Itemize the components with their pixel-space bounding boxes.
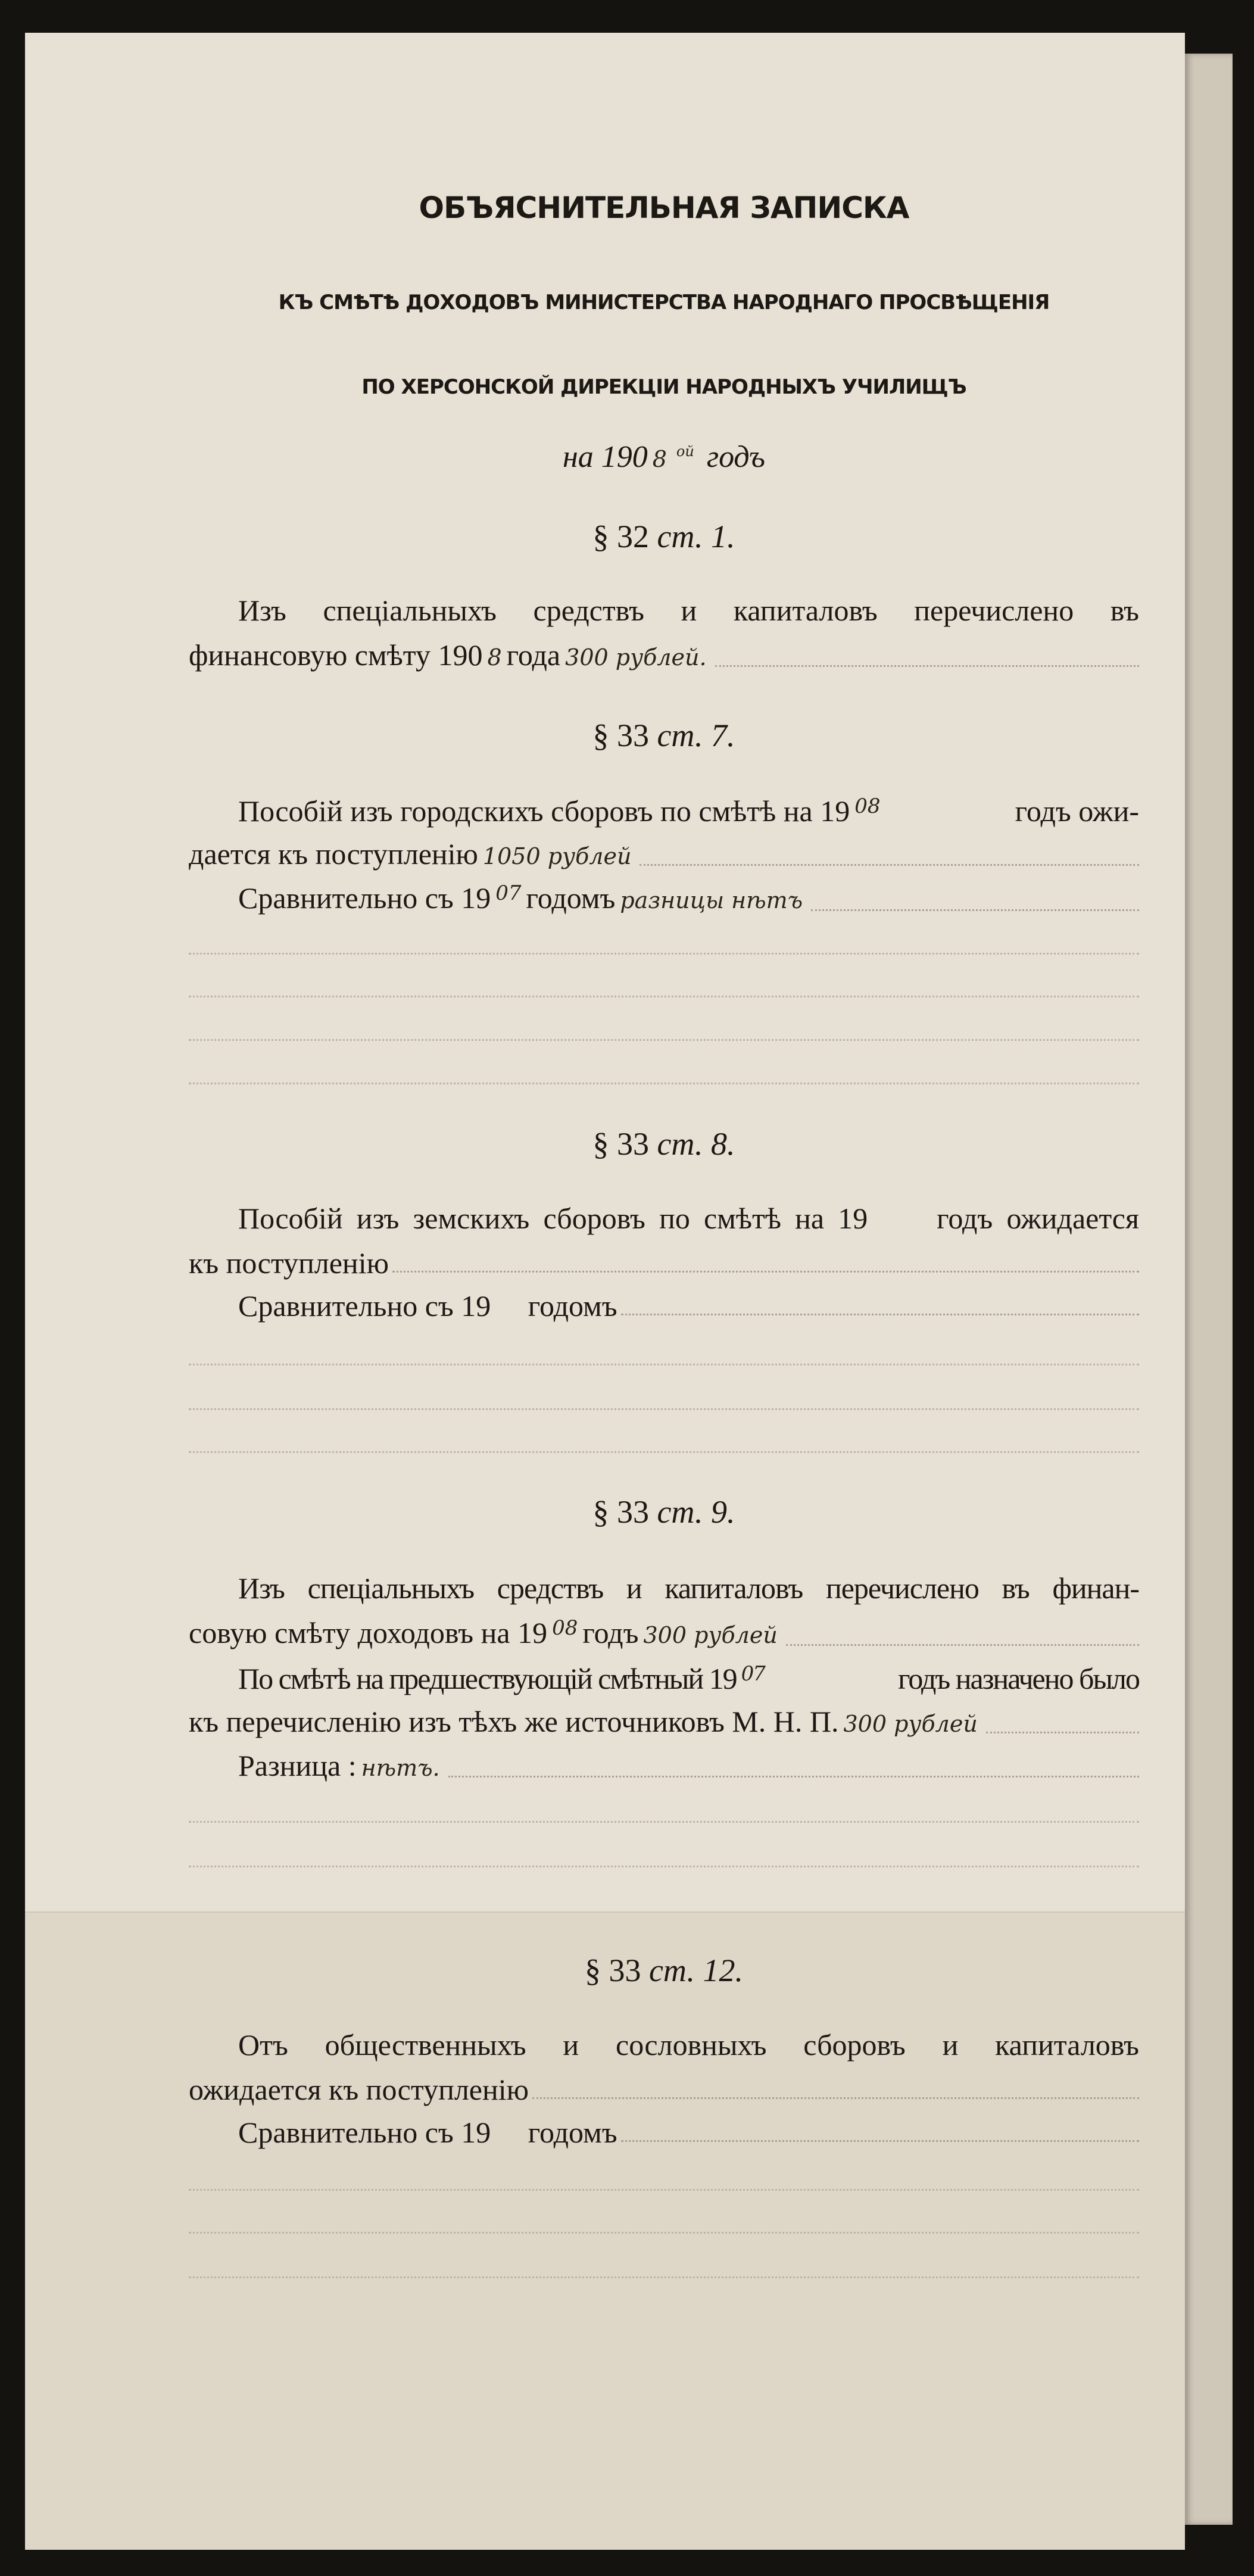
handwritten-amount: 300 рублей	[843, 1711, 978, 1737]
handwritten-amount: 300 рублей.	[565, 644, 707, 670]
text-line: къ перечисленію изъ тѣхъ же источниковъ М. Н. П. 300 рублей	[189, 1704, 1139, 1742]
text-line: Сравнительно съ 19 годомъ	[238, 1288, 1139, 1324]
year-line: на 190 8 $^{ой}$ годъ	[562, 440, 766, 474]
text-line: дается къ поступленію 1050 рублей	[189, 836, 1139, 874]
section-heading: § 33 ст. 7.	[592, 718, 735, 753]
underlying-page-edge	[1185, 54, 1233, 2525]
blank-line	[189, 1364, 1139, 1365]
title: ОБЪЯСНИТЕЛЬНАЯ ЗАПИСКА	[419, 191, 909, 225]
folded-page-lower	[25, 1911, 1185, 2550]
subtitle-directorate: ПО ХЕРСОНСКОЙ ДИРЕКЦІИ НАРОДНЫХЪ УЧИЛИЩЪ	[361, 375, 966, 399]
blank-line	[189, 1039, 1139, 1041]
subtitle: КЪ СМѢТѢ ДОХОДОВЪ МИНИСТЕРСТВА НАРОДНАГО ПРОСВѢЩЕНІЯ	[278, 291, 1050, 314]
text-line: По смѣтѣ на предшествующій смѣтный 19 $^{07}$ годъ назначено было	[238, 1662, 1139, 1695]
section-heading: § 33 ст. 12.	[584, 1953, 744, 1988]
text-line: Изъ спеціальныхъ средствъ и капиталовъ перечислено въ финан-	[238, 1571, 1139, 1605]
blank-line	[189, 1866, 1139, 1867]
blank-line	[189, 953, 1139, 955]
text-line: совую смѣту доходовъ на 19 08 годъ 300 рублей	[189, 1615, 1139, 1654]
section-heading: § 33 ст. 9.	[592, 1494, 735, 1530]
text-line: Изъ спеціальныхъ средствъ и капиталовъ перечислено въ	[238, 594, 1139, 627]
blank-line	[189, 996, 1139, 997]
handwritten-amount: 1050 рублей	[482, 843, 632, 869]
text-line: Сравнительно съ 19 годомъ	[238, 2115, 1139, 2150]
section-heading: § 33 ст. 8.	[592, 1126, 735, 1162]
text-line: Пособій изъ городскихъ сборовъ по смѣтѣ на 19 $^{08}$ годъ ожи-	[238, 794, 1139, 828]
blank-line	[189, 2232, 1139, 2234]
blank-line	[189, 1083, 1139, 1084]
blank-line	[189, 1408, 1139, 1410]
text-line: финансовую смѣту 190 8 года 300 рублей.	[189, 637, 1139, 675]
blank-line	[189, 1451, 1139, 1453]
text-line: ожидается къ поступленію	[189, 2072, 1139, 2107]
blank-line	[189, 2276, 1139, 2278]
blank-line	[189, 2189, 1139, 2191]
handwritten-note: нѣтъ.	[361, 1755, 440, 1781]
section-heading: § 32 ст. 1.	[592, 519, 735, 554]
text-line: къ поступленію	[189, 1245, 1139, 1281]
handwritten-amount: 300 рублей	[643, 1622, 778, 1648]
handwritten-note: разницы нѣтъ	[620, 887, 803, 913]
blank-line	[189, 1821, 1139, 1823]
text-line: Отъ общественныхъ и сословныхъ сборовъ и капиталовъ	[238, 2028, 1139, 2062]
text-line: Разница : нѣтъ.	[238, 1748, 1139, 1786]
text-line: Пособій изъ земскихъ сборовъ по смѣтѣ на 19 годъ ожидается	[238, 1202, 1139, 1235]
text-line: Сравнительно съ 19 07 годомъ разницы нѣтъ	[238, 880, 1139, 919]
